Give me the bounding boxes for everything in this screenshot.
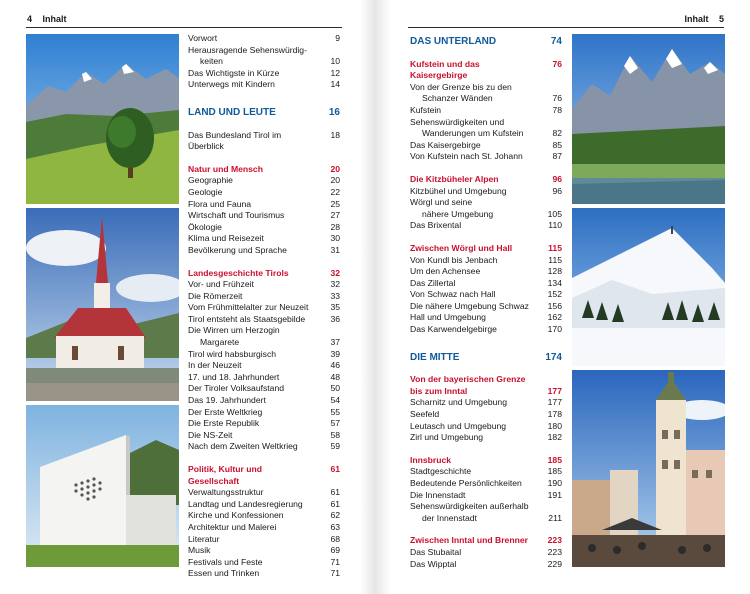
toc-entry	[188, 302, 340, 314]
toc-entry	[188, 372, 340, 384]
toc-entry-page: 85	[552, 139, 562, 150]
toc-entry-page: 58	[330, 429, 340, 440]
toc-entry	[188, 360, 340, 372]
toc-entry-page: 177	[547, 385, 562, 396]
toc-entry-title: Wirtschaft und Tourismus	[188, 210, 285, 221]
kaiser-mountains-photo	[572, 34, 725, 204]
toc-entry	[410, 559, 562, 571]
toc-entry-title: Natur und Mensch	[188, 163, 263, 174]
toc-entry-page: 223	[547, 535, 562, 546]
toc-entry-page: 46	[330, 360, 340, 371]
toc-entry	[188, 245, 340, 257]
toc-entry-page: 185	[547, 454, 562, 465]
toc-entry-page: 190	[547, 478, 562, 488]
toc-entry-title: Nach dem Zweiten Weltkrieg	[188, 441, 298, 452]
toc-chapter-heading	[188, 268, 340, 280]
toc-entry-page: 57	[330, 418, 340, 429]
toc-entry-page: 82	[552, 128, 562, 139]
toc-entry	[188, 557, 340, 569]
toc-entry-title: Tirol wird habsburgisch	[188, 348, 277, 359]
toc-entry-title: Von der Grenze bis zu den	[410, 81, 512, 92]
toc-entry-title: DAS UNTERLAND	[410, 36, 497, 47]
toc-entry-page: 69	[330, 545, 340, 556]
toc-entry-title: Musik	[188, 545, 211, 556]
toc-entry	[188, 79, 340, 91]
toc-entry	[410, 82, 562, 94]
toc-entry	[188, 349, 340, 361]
toc-entry-title: keiten	[200, 56, 223, 67]
toc-entry-title: Leutasch und Umgebung	[410, 420, 507, 431]
toc-entry-title: Landtag und Landesregierung	[188, 498, 303, 509]
toc-entry	[188, 210, 340, 222]
toc-entry-page: 223	[547, 546, 562, 557]
left-toc	[188, 33, 340, 580]
toc-entry-title: Von Kufstein nach St. Johann	[410, 151, 523, 162]
toc-entry-title: Von Kundl bis Jenbach	[410, 254, 498, 265]
toc-entry	[410, 432, 562, 444]
toc-entry-title: In der Neuzeit	[188, 360, 242, 371]
toc-entry	[188, 568, 340, 580]
toc-entry-title: Margarete	[200, 337, 240, 348]
toc-entry	[188, 187, 340, 199]
toc-entry-title: Das Brixental	[410, 220, 462, 231]
toc-entry-title: Kufstein	[410, 104, 442, 115]
toc-entry-page: 61	[330, 498, 340, 509]
toc-entry	[188, 175, 340, 187]
toc-entry-page: 191	[547, 489, 562, 500]
toc-entry-page: 10	[330, 56, 340, 67]
toc-entry	[188, 56, 340, 68]
toc-entry	[410, 478, 562, 490]
toc-entry-title: Wanderungen um Kufstein	[422, 128, 524, 139]
toc-entry-title: Das Stubaital	[410, 546, 462, 557]
toc-entry-page	[540, 501, 562, 513]
toc-entry-title: DIE MITTE	[410, 351, 460, 363]
toc-entry-title: Zwischen Wörgl und Hall	[410, 242, 513, 253]
toc-chapter-heading	[410, 374, 562, 386]
toc-entry-page: 156	[547, 300, 562, 311]
toc-entry-page: 32	[330, 279, 340, 290]
toc-entry-title: Vom Frühmittelalter zur Neuzeit	[188, 302, 309, 313]
innsbruck-street-photo	[572, 370, 725, 567]
modern-church-photo	[26, 405, 179, 567]
toc-entry-page: 185	[547, 466, 562, 477]
toc-entry	[410, 466, 562, 478]
left-header-label: Inhalt	[42, 14, 67, 24]
toc-entry-title: Geologie	[188, 186, 223, 197]
toc-entry-title: Zirl und Umgebung	[410, 432, 484, 443]
toc-entry-title: Scharnitz und Umgebung	[410, 397, 507, 408]
toc-entry-title: Flora und Fauna	[188, 198, 252, 209]
toc-entry	[410, 547, 562, 559]
toc-entry-page	[318, 45, 340, 57]
toc-entry-title: Das Karwendelgebirge	[410, 324, 497, 335]
toc-entry-page: 162	[547, 312, 562, 323]
toc-entry-page: 59	[330, 441, 340, 452]
toc-entry	[188, 545, 340, 557]
toc-entry	[410, 255, 562, 267]
toc-entry	[410, 266, 562, 278]
toc-entry-title: Kufstein und das Kaisergebirge	[410, 58, 480, 81]
toc-entry	[188, 418, 340, 430]
toc-entry-title: Das Bundesland Tirol im Überblick	[188, 129, 282, 152]
toc-entry-title: der Innenstadt	[422, 512, 477, 523]
toc-entry-page	[540, 82, 562, 94]
toc-entry-page: 68	[330, 533, 340, 544]
toc-entry-title: Landesgeschichte Tirols	[188, 267, 289, 278]
toc-entry-title: 17. und 18. Jahrhundert	[188, 371, 280, 382]
toc-entry-title: Das 19. Jahrhundert	[188, 395, 266, 406]
toc-entry-page: 115	[548, 242, 562, 253]
toc-entry-page: 96	[552, 185, 562, 196]
toc-entry-title: Politik, Kultur und Gesellschaft	[188, 464, 262, 486]
toc-entry-title: Sehenswürdigkeiten und	[410, 116, 505, 127]
toc-section-heading	[410, 36, 562, 48]
toc-entry-page: 32	[330, 267, 340, 278]
toc-entry-title: Kirche und Konfessionen	[188, 510, 284, 521]
toc-entry-page: 55	[330, 406, 340, 417]
toc-chapter-heading	[410, 59, 562, 82]
toc-entry-page: 96	[552, 173, 562, 184]
toc-entry-title: Das Kaisergebirge	[410, 139, 481, 150]
toc-entry-title: Innsbruck	[410, 454, 452, 465]
toc-entry-title: Bevölkerung und Sprache	[188, 244, 287, 255]
toc-entry-title: Der Tiroler Volksaufstand	[188, 383, 285, 394]
toc-entry	[410, 397, 562, 409]
toc-entry-page: 170	[547, 324, 562, 335]
toc-entry-title: Kitzbühel und Umgebung	[410, 185, 507, 196]
toc-entry-title: Vor- und Frühzeit	[188, 279, 254, 290]
toc-entry-page: 105	[547, 208, 562, 219]
toc-entry	[410, 128, 562, 140]
toc-section-heading	[410, 352, 562, 364]
toc-entry	[188, 534, 340, 546]
right-toc	[410, 36, 562, 570]
toc-entry-page: 178	[547, 409, 562, 420]
toc-chapter-heading	[410, 174, 562, 186]
toc-entry-page: 54	[330, 395, 340, 406]
toc-entry-title: Verwaltungsstruktur	[188, 487, 264, 498]
toc-entry-page: 25	[330, 198, 340, 209]
toc-entry	[188, 441, 340, 453]
toc-chapter-heading	[410, 243, 562, 255]
toc-entry	[410, 324, 562, 336]
toc-entry-page: 22	[330, 186, 340, 197]
toc-entry-page: 128	[547, 266, 562, 277]
toc-entry	[410, 421, 562, 433]
toc-chapter-heading	[410, 455, 562, 467]
toc-entry	[410, 186, 562, 198]
toc-entry	[410, 209, 562, 221]
toc-entry-page: 9	[335, 33, 340, 43]
toc-entry	[410, 197, 562, 209]
toc-entry-title: Seefeld	[410, 409, 440, 420]
toc-entry-page: 78	[552, 104, 562, 115]
toc-entry-page: 62	[330, 510, 340, 521]
toc-entry-title: Das Wichtigste in Kürze	[188, 67, 280, 78]
toc-entry	[188, 279, 340, 291]
toc-entry-page: 18	[330, 129, 340, 140]
toc-entry	[410, 301, 562, 313]
toc-entry	[188, 522, 340, 534]
toc-entry-page: 152	[547, 289, 562, 300]
toc-entry	[188, 233, 340, 245]
toc-entry	[188, 199, 340, 211]
toc-entry-title: Die Innenstadt	[410, 489, 466, 500]
toc-entry-title: Wörgl und seine	[410, 197, 473, 208]
toc-entry-page: 71	[330, 568, 340, 579]
toc-entry	[410, 105, 562, 117]
toc-entry-page: 61	[330, 464, 340, 474]
toc-entry-page: 36	[330, 313, 340, 324]
toc-entry	[410, 117, 562, 129]
toc-entry	[410, 501, 562, 513]
toc-entry	[410, 312, 562, 324]
toc-entry-page: 50	[330, 383, 340, 394]
toc-entry-page: 134	[547, 277, 562, 288]
toc-entry-page: 35	[330, 302, 340, 313]
toc-entry-title: Sehenswürdigkeiten außerhalb	[410, 501, 529, 512]
toc-entry-title: Unterwegs mit Kindern	[188, 79, 275, 90]
toc-entry	[188, 383, 340, 395]
toc-entry-page: 48	[330, 371, 340, 382]
toc-entry	[188, 222, 340, 234]
toc-entry	[188, 130, 340, 153]
toc-entry-page: 115	[548, 254, 562, 265]
toc-entry-title: nähere Umgebung	[422, 208, 494, 219]
left-page-header	[27, 14, 67, 24]
right-page-number: 5	[718, 14, 724, 24]
right-header-label: Inhalt	[684, 14, 709, 24]
toc-entry-page: 12	[330, 67, 340, 78]
toc-chapter-heading	[188, 164, 340, 176]
toc-entry-page: 33	[330, 290, 340, 301]
toc-section-heading	[188, 107, 340, 119]
toc-entry-title: Festivals und Feste	[188, 556, 263, 567]
toc-entry-title: Die nähere Umgebung Schwaz	[410, 300, 529, 311]
toc-entry	[188, 430, 340, 442]
toc-entry-title: Das Zillertal	[410, 277, 456, 288]
toc-entry-title: Geographie	[188, 175, 233, 186]
toc-entry-title: Literatur	[188, 533, 220, 544]
toc-entry-page: 71	[330, 556, 340, 567]
toc-entry-page: 174	[545, 351, 562, 363]
toc-entry-title: Schanzer Wänden	[422, 93, 493, 104]
toc-chapter-heading	[410, 386, 562, 398]
toc-entry	[188, 337, 340, 349]
toc-entry-title: Hall und Umgebung	[410, 312, 486, 323]
toc-entry-page: 20	[330, 175, 340, 186]
toc-entry	[410, 220, 562, 232]
toc-entry	[188, 487, 340, 499]
toc-entry-title: Die Kitzbüheler Alpen	[410, 173, 499, 184]
toc-chapter-heading	[188, 464, 340, 487]
toc-entry	[410, 140, 562, 152]
toc-entry-page: 76	[552, 58, 562, 69]
toc-entry-page: 27	[330, 210, 340, 221]
toc-entry-title: Von Schwaz nach Hall	[410, 289, 496, 300]
toc-entry-page: 76	[552, 93, 562, 104]
toc-entry-page: 61	[330, 487, 340, 498]
toc-entry-title: Vorwort	[188, 33, 218, 43]
page-gutter	[360, 0, 390, 594]
toc-entry-title: Bedeutende Persönlichkeiten	[410, 478, 522, 488]
toc-entry	[188, 314, 340, 326]
toc-entry-page	[540, 117, 562, 129]
toc-entry-page: 31	[330, 244, 340, 255]
toc-entry	[188, 325, 340, 337]
toc-entry	[188, 45, 340, 57]
toc-chapter-heading	[410, 535, 562, 547]
toc-entry	[188, 395, 340, 407]
toc-entry	[188, 68, 340, 80]
alpine-meadow-tree-photo	[26, 34, 179, 204]
toc-entry-page: 180	[547, 420, 562, 431]
toc-entry-page: 30	[330, 233, 340, 244]
village-church-photo	[26, 208, 179, 401]
toc-entry-page	[318, 325, 340, 337]
toc-entry	[410, 490, 562, 502]
toc-entry-title: Essen und Trinken	[188, 568, 260, 579]
toc-entry	[410, 151, 562, 163]
toc-entry-title: Die NS-Zeit	[188, 429, 233, 440]
toc-entry	[188, 407, 340, 419]
toc-entry	[410, 513, 562, 525]
toc-entry	[188, 510, 340, 522]
toc-entry	[410, 409, 562, 421]
right-page-header	[650, 14, 724, 24]
toc-entry-page: 14	[330, 79, 340, 90]
toc-entry	[410, 278, 562, 290]
toc-entry	[410, 93, 562, 105]
toc-entry-page: 16	[328, 106, 340, 118]
toc-entry-title: Klima und Reisezeit	[188, 233, 264, 244]
toc-entry-title: Ökologie	[188, 221, 222, 232]
toc-entry-title: LAND UND LEUTE	[188, 106, 276, 118]
toc-entry-title: Tirol entsteht als Staatsgebilde	[188, 313, 306, 324]
toc-entry-title: Von der bayerischen Grenze	[410, 374, 526, 385]
toc-entry-title: Die Erste Republik	[188, 418, 260, 429]
toc-entry-title: Der Erste Weltkrieg	[188, 406, 263, 417]
toc-entry-page	[540, 197, 562, 209]
toc-entry-title: bis zum Inntal	[410, 385, 468, 396]
toc-entry	[188, 291, 340, 303]
toc-entry-title: Architektur und Malerei	[188, 521, 277, 532]
toc-entry-page: 37	[330, 337, 340, 348]
toc-entry-page: 87	[552, 151, 562, 162]
toc-entry-page: 74	[550, 36, 562, 47]
toc-entry-title: Stadtgeschichte	[410, 466, 472, 477]
toc-entry-page: 20	[330, 163, 340, 174]
toc-entry-title: Herausragende Sehenswürdig-	[188, 44, 307, 55]
toc-entry-title: Die Wirren um Herzogin	[188, 325, 280, 336]
toc-entry-title: Das Wipptal	[410, 558, 457, 569]
toc-entry-title: Zwischen Inntal und Brenner	[410, 535, 528, 546]
toc-entry-page: 177	[547, 397, 562, 408]
toc-entry-page: 63	[330, 521, 340, 532]
right-header-rule	[408, 27, 724, 28]
toc-entry	[188, 499, 340, 511]
toc-entry-title: Die Römerzeit	[188, 290, 243, 301]
toc-entry-title: Um den Achensee	[410, 266, 481, 277]
toc-entry	[188, 33, 340, 45]
left-header-rule	[26, 27, 342, 28]
toc-entry-page	[540, 374, 562, 386]
toc-entry-page: 28	[330, 221, 340, 232]
toc-entry	[410, 289, 562, 301]
toc-entry-page: 182	[547, 432, 562, 443]
toc-entry-page: 39	[330, 348, 340, 359]
toc-entry-page: 211	[548, 512, 562, 523]
left-page-number: 4	[27, 14, 33, 24]
snowy-peak-photo	[572, 208, 725, 366]
toc-entry-page: 110	[548, 220, 562, 231]
toc-entry-page: 229	[547, 558, 562, 569]
